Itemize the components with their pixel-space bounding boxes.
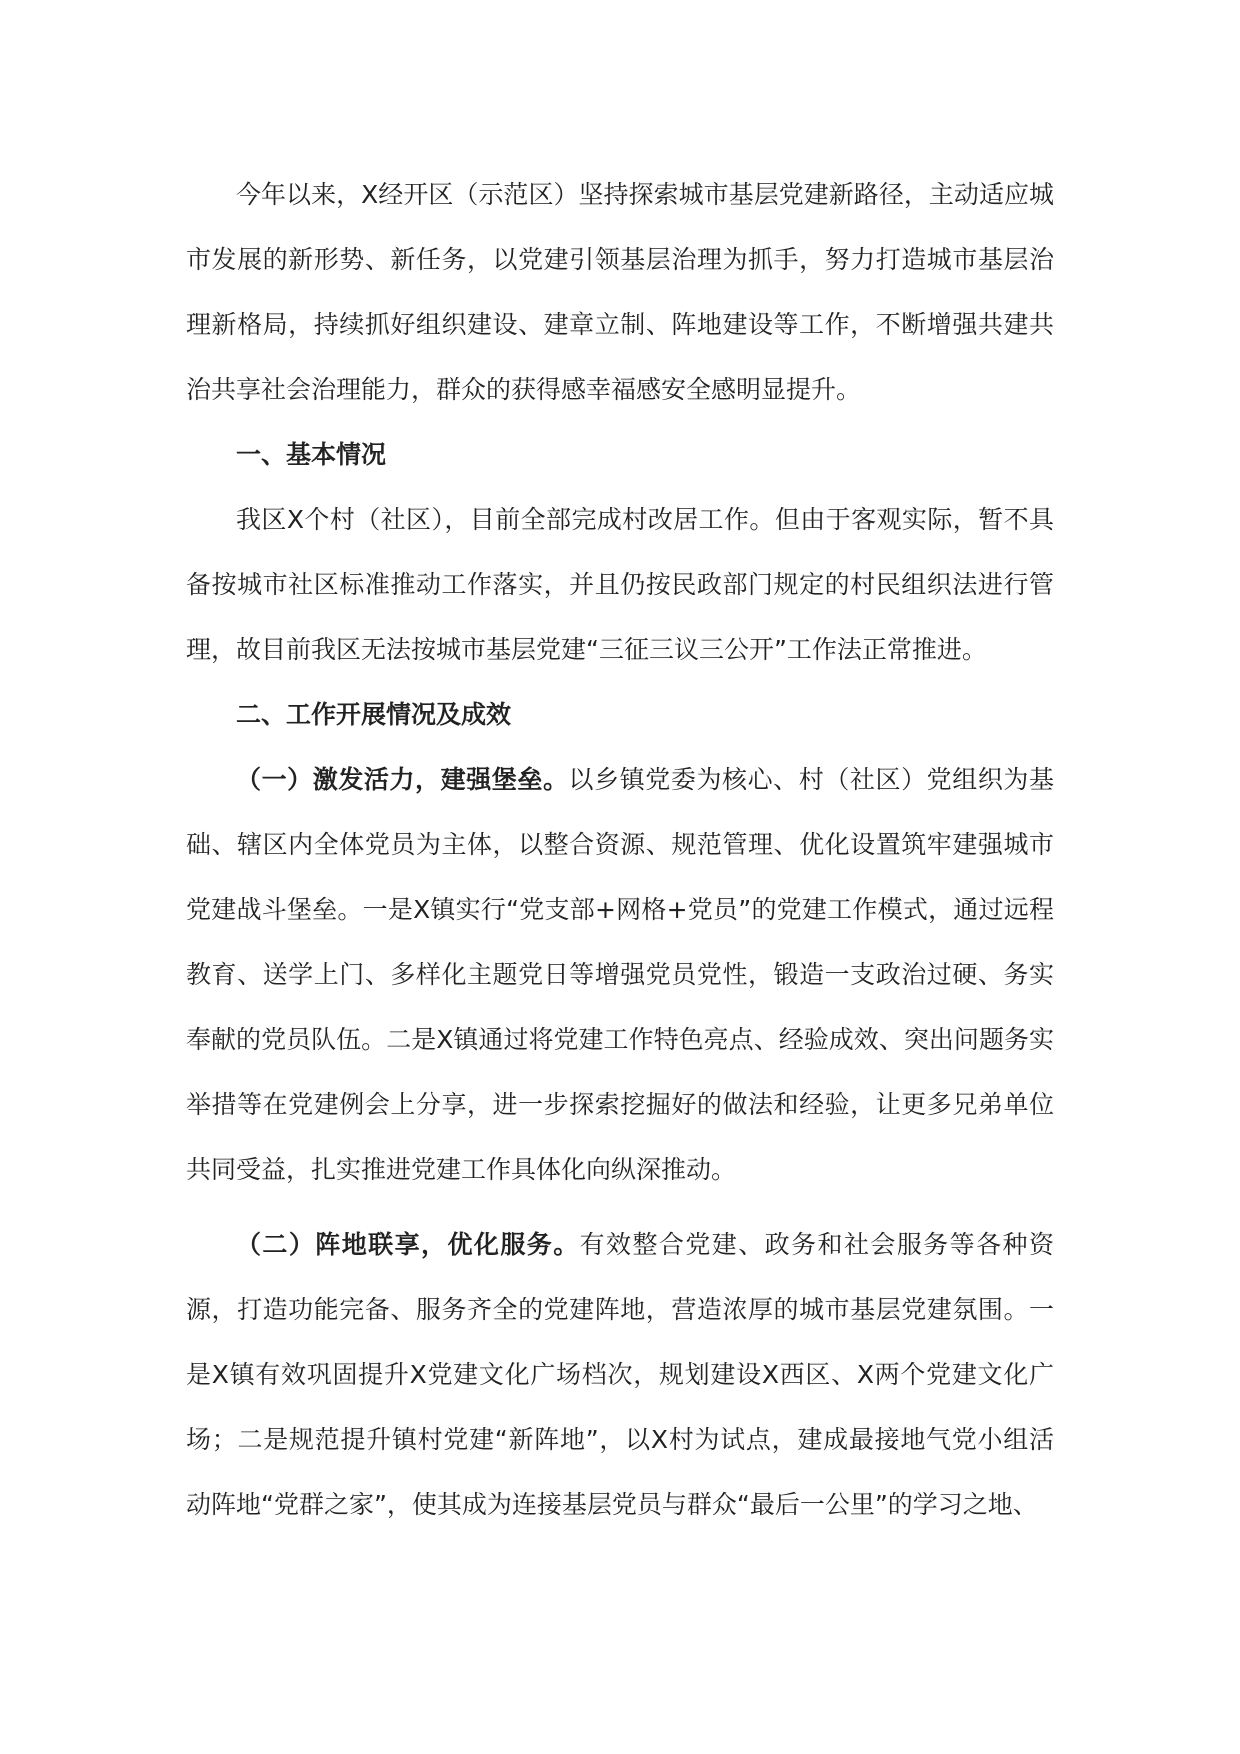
section-heading-basic: 一、基本情况 (236, 440, 387, 469)
intro-paragraph: 今年以来，X经开区（示范区）坚持探索城市基层党建新路径，主动适应城市发展的新形势、新任务，以党建引领基层治理为抓手，努力打造城市基层治理新格局，持续抓好组织建设、建章立制、阵地建设等工作，不断增强共建共治共享社会治理能力，群众的获得感幸福感安全感明显提升。 (186, 180, 1054, 404)
item-2-lead: （二）阵地联享，优化服务。 (236, 1230, 580, 1259)
progress-item-1 (186, 747, 1054, 1202)
basic-situation-paragraph: 我区X个村（社区），目前全部完成村改居工作。但由于客观实际，暂不具备按城市社区标准推动工作落实，并且仍按民政部门规定的村民组织法进行管理，故目前我区无法按城市基层党建“三征三议三公开”工作法正常推进。 (186, 505, 1054, 664)
item-2-body: 有效整合党建、政务和社会服务等各种资源，打造功能完备、服务齐全的党建阵地，营造浓厚的城市基层党建氛围。一是X镇有效巩固提升X党建文化广场档次，规划建设X西区、X两个党建文化广场；二是规范提升镇村党建“新阵地”，以X村为试点，建成最接地气党小组活动阵地“党群之家”，使其成为连接基层党员与群众“最后一公里”的学习之地、 (186, 1230, 1054, 1519)
item-1-lead: （一）激发活力，建强堡垒。 (236, 765, 569, 794)
item-1-body: 以乡镇党委为核心、村（社区）党组织为基础、辖区内全体党员为主体，以整合资源、规范管理、优化设置筑牢建强城市党建战斗堡垒。一是X镇实行“党支部+网格+党员”的党建工作模式，通过远程教育、送学上门、多样化主题党日等增强党员党性，锻造一支政治过硬、务实奉献的党员队伍。二是X镇通过将党建工作特色亮点、经验成效、突出问题务实举措等在党建例会上分享，进一步探索挖掘好的做法和经验，让更多兄弟单位共同受益，扎实推进党建工作具体化向纵深推动。 (186, 765, 1054, 1184)
progress-item-2 (186, 1212, 1054, 1537)
document-body (186, 162, 1054, 1537)
section-heading-progress: 二、工作开展情况及成效 (236, 700, 512, 729)
